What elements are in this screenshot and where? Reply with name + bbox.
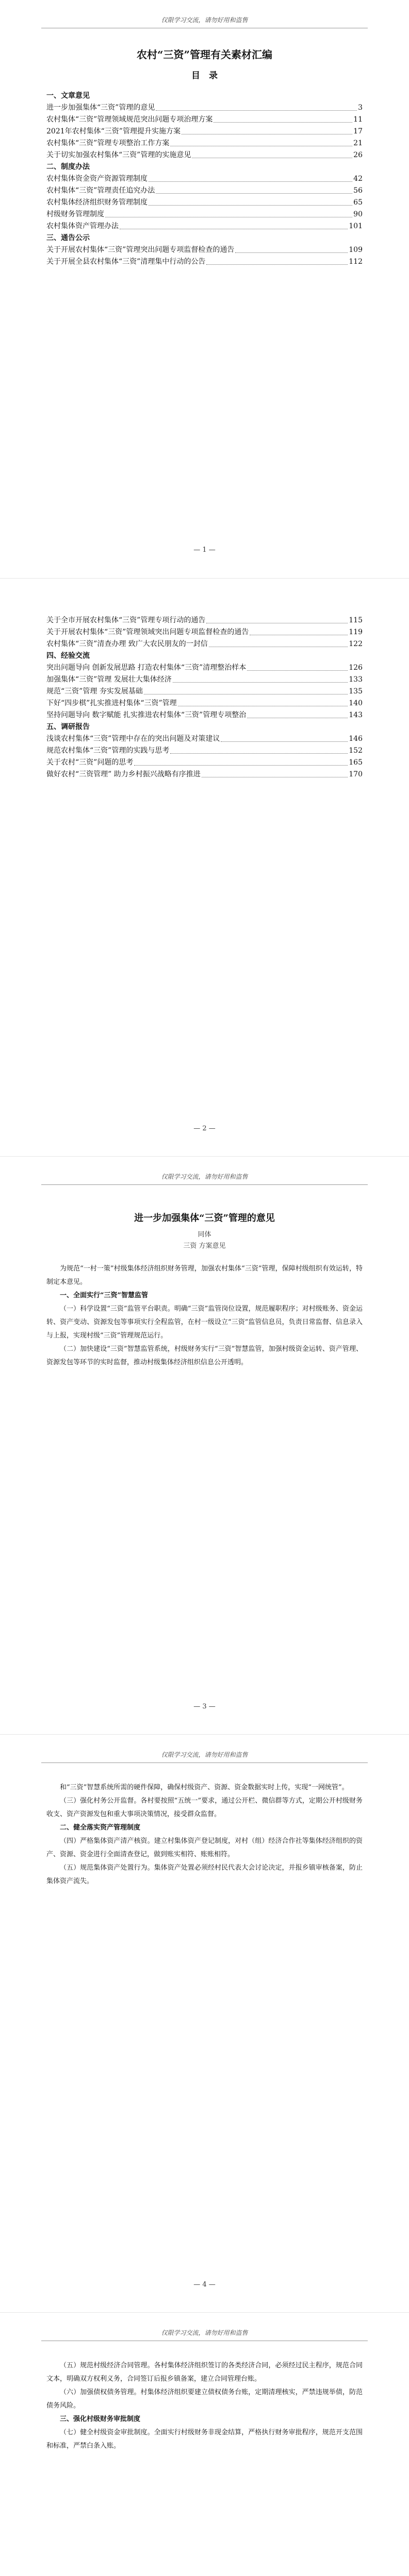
toc-entry-title: 2021年农村集体“三资”管理提升实施方案 xyxy=(46,127,181,135)
toc-entry-title: 关于开展农村集体“三资”管理突出问题专项监督检查的通告 xyxy=(46,246,235,254)
toc-leader-dots xyxy=(235,252,348,253)
toc-entry-page: 170 xyxy=(349,770,363,778)
toc-entry[interactable] xyxy=(46,244,363,256)
toc-entry[interactable] xyxy=(46,745,363,757)
page-number: — 3 — xyxy=(193,1703,216,1710)
body-paragraph: 为规范“一村一策”村级集体经济组织财务管理，加强农村集体“三资”管理，保障村级组织有效运转，特制定本意见。 xyxy=(46,1265,363,1286)
toc-leader-dots xyxy=(149,181,352,182)
toc-section-heading: 二、制度办法 xyxy=(46,163,90,171)
toc-entry-page: 17 xyxy=(353,127,363,135)
toc-entry-page: 126 xyxy=(349,664,363,672)
document-page-1 xyxy=(0,0,409,578)
toc-leader-dots xyxy=(214,122,352,123)
toc-entry-page: 122 xyxy=(349,640,363,648)
body-paragraph: （七）健全村级资金审批制度。全面实行村级财务非现金结算，严格执行财务审批程序，规范开支范围和标准，严禁白条入账。 xyxy=(46,2429,363,2450)
toc-leader-dots xyxy=(134,765,348,766)
toc-entry-title: 浅谈农村集体“三资”管理中存在的突出问题及对策建议 xyxy=(46,735,220,743)
toc-entry-page: 3 xyxy=(358,104,363,112)
toc-entry-page: 146 xyxy=(349,735,363,743)
page-header: 仅限学习交流，请勿好用和盗售 xyxy=(161,1173,248,1180)
toc-entry[interactable] xyxy=(46,686,363,698)
toc-entry-page: 56 xyxy=(353,187,363,195)
toc-entry-title: 关于全市开展农村集体“三资”管理专项行动的通告 xyxy=(46,616,206,624)
toc-leader-dots xyxy=(149,205,352,206)
toc-entry[interactable] xyxy=(46,114,363,126)
toc-entry-title: 突出问题导向 创新发展思路 打造农村集体“三资”清理整治样本 xyxy=(46,664,247,672)
toc-entry[interactable] xyxy=(46,126,363,138)
article-byline: 三资 方案意见 xyxy=(183,1242,226,1250)
toc-entry[interactable] xyxy=(46,709,363,721)
toc-entry[interactable] xyxy=(46,209,363,221)
toc-entry-page: 26 xyxy=(353,151,363,159)
toc-leader-dots xyxy=(156,193,352,194)
toc-entry-page: 112 xyxy=(349,258,363,266)
document-page-5 xyxy=(0,2312,409,2576)
toc-entry-page: 115 xyxy=(349,616,363,624)
toc-entry-title: 加强集体“三资”管理 发展壮大集体经济 xyxy=(46,675,172,684)
header-divider xyxy=(41,1184,368,1185)
toc-entry-page: 143 xyxy=(349,711,363,719)
toc-entry[interactable] xyxy=(46,769,363,781)
body-paragraph: 和“三资”智慧系统所需的硬件保障，确保村级资产、资源、资金数据实时上传，实现“一网统管”。 xyxy=(60,1784,349,1791)
toc-entry-page: 65 xyxy=(353,198,363,207)
page-header: 仅限学习交流，请勿好用和盗售 xyxy=(161,16,248,24)
toc-entry[interactable] xyxy=(46,173,363,185)
toc-entry-title: 农村集体“三资”管理专项整治工作方案 xyxy=(46,139,170,147)
toc-entry[interactable] xyxy=(46,615,363,626)
page-header: 仅限学习交流，请勿好用和盗售 xyxy=(161,1751,248,1758)
toc-entry-page: 165 xyxy=(349,758,363,767)
toc-entry-page: 140 xyxy=(349,699,363,707)
page-number: — 2 — xyxy=(193,1125,216,1132)
toc-leader-dots xyxy=(221,741,348,742)
toc-entry[interactable] xyxy=(46,674,363,686)
toc-entry-page: 11 xyxy=(353,115,363,124)
toc-entry-title: 关于切实加强农村集体“三资”管理的实施意见 xyxy=(46,151,191,159)
toc-entry-title: 关于开展农村集体“三资”管理领域突出问题专项监督检查的通告 xyxy=(46,628,249,636)
toc-entry[interactable] xyxy=(46,698,363,709)
toc-entry-title: 农村集体“三资”清查办理 致广大农民朋友的一封信 xyxy=(46,640,208,648)
section-heading: 三、强化村级财务审批制度 xyxy=(60,2415,141,2423)
table-of-contents-continued xyxy=(46,615,363,781)
body-paragraph: （六）加强债权债务管理。村集体经济组织要建立债权债务台账，定期清理核实，严禁违规举债，防范债务风险。 xyxy=(46,2388,363,2410)
toc-section-heading: 三、通告公示 xyxy=(46,234,90,242)
toc-entry[interactable] xyxy=(46,638,363,650)
toc-entry-title: 坚持问题导向 数字赋能 扎实推进农村集体“三资”管理专项整治 xyxy=(46,711,247,719)
toc-entry[interactable] xyxy=(46,733,363,745)
toc-section-heading: 四、经验交流 xyxy=(46,652,90,660)
toc-entry[interactable] xyxy=(46,757,363,769)
toc-entry-page: 42 xyxy=(353,175,363,183)
toc-entry-title: 农村集体经济组织财务管理制度 xyxy=(46,198,148,207)
toc-entry-title: 下好“四步棋”扎实推进村集体“三资”管理 xyxy=(46,699,177,707)
toc-entry[interactable] xyxy=(46,138,363,149)
header-divider xyxy=(41,1762,368,1763)
page-header: 仅限学习交流，请勿好用和盗售 xyxy=(161,2329,248,2336)
body-paragraph: （五）规范集体资产处置行为。集体资产处置必须经村民代表大会讨论决定，并报乡镇审核备案，防止集体资产流失。 xyxy=(46,1864,363,1885)
toc-entry[interactable] xyxy=(46,626,363,638)
document-title: 农村“三资”管理有关素材汇编 xyxy=(136,48,272,61)
page-number: — 1 — xyxy=(193,546,216,554)
toc-entry-page: 119 xyxy=(349,628,363,636)
toc-entry-page: 135 xyxy=(349,687,363,696)
toc-entry-title: 进一步加强集体“三资”管理的意见 xyxy=(46,104,155,112)
toc-entry[interactable] xyxy=(46,185,363,197)
toc-entry-title: 规范农村集体“三资”管理的实践与思考 xyxy=(46,747,170,755)
toc-section-heading: 一、文章意见 xyxy=(46,92,90,100)
body-paragraph: （三）强化村务公开监督。各村要按照“五统一”要求，通过公开栏、微信群等方式，定期公开村级财务收支、资产资源发包和重大事项决策情况，接受群众监督。 xyxy=(46,1797,363,1818)
toc-heading: 目 录 xyxy=(191,71,218,81)
toc-entry-page: 152 xyxy=(349,747,363,755)
toc-entry-page: 101 xyxy=(349,222,363,230)
page-number: — 4 — xyxy=(193,2281,216,2289)
toc-leader-dots xyxy=(170,753,348,754)
toc-entry-title: 农村集体“三资”管理领域规范突出问题专项治理方案 xyxy=(46,115,213,124)
toc-entry-page: 133 xyxy=(349,675,363,684)
toc-entry-title: 关于开展全县农村集体“三资”清理集中行动的公告 xyxy=(46,258,206,266)
toc-entry-title: 规范“三资”管理 夯实发展基础 xyxy=(46,687,143,696)
article-title: 进一步加强集体“三资”管理的意见 xyxy=(134,1213,275,1224)
document-page-4 xyxy=(0,1734,409,2313)
toc-entry-page: 21 xyxy=(353,139,363,147)
toc-entry-page: 109 xyxy=(349,246,363,254)
article-body xyxy=(46,1262,363,1369)
body-paragraph: （一）科学设置“三资”监管平台职责。明确“三资”监管岗位设置，规范履职程序；对村级账务、资金运转、资产变动、资源发包等事项实行全程监管，在村一级设立“三资”监管信息员，负责日常监督、信息录入与上报，实现村级“三资”管理规范运行。 xyxy=(46,1305,363,1340)
toc-entry[interactable] xyxy=(46,221,363,232)
toc-entry-title: 关于农村“三资”问题的思考 xyxy=(46,758,134,767)
toc-leader-dots xyxy=(247,670,348,671)
body-paragraph: （五）规范村级经济合同管理。各村集体经济组织签订的各类经济合同，必须经过民主程序，规范合同文本，明确双方权利义务，合同签订后报乡镇备案，建立合同管理台账。 xyxy=(46,2362,363,2383)
toc-leader-dots xyxy=(206,264,348,265)
article-body xyxy=(46,2359,363,2453)
toc-entry-page: 90 xyxy=(353,210,363,218)
body-paragraph: （二）加快建设“三资”智慧监管系统，村级财务实行“三资”智慧监管，加强村级资金运转、资产管理、资源发包等环节的实时监督，推动村级集体经济组织信息公开透明。 xyxy=(46,1345,363,1366)
article-body xyxy=(46,1781,363,1888)
toc-entry-title: 做好农村“三资管理” 助力乡村振兴战略有序推进 xyxy=(46,770,201,778)
toc-leader-dots xyxy=(156,110,357,111)
toc-entry[interactable] xyxy=(46,197,363,209)
toc-entry[interactable] xyxy=(46,256,363,268)
toc-entry[interactable] xyxy=(46,102,363,114)
toc-entry[interactable] xyxy=(46,149,363,161)
toc-entry[interactable] xyxy=(46,662,363,674)
toc-leader-dots xyxy=(173,682,348,683)
toc-entry-title: 村级财务管理制度 xyxy=(46,210,104,218)
document-page-3 xyxy=(0,1156,409,1735)
section-heading: 二、健全落实资产管理制度 xyxy=(60,1824,141,1832)
article-author: 同体 xyxy=(198,1231,211,1239)
table-of-contents xyxy=(46,90,363,268)
document-page-2 xyxy=(0,578,409,1157)
toc-entry-title: 农村集体资产管理办法 xyxy=(46,222,119,230)
toc-section-heading: 五、调研报告 xyxy=(46,723,90,731)
toc-entry-title: 农村集体资金资产资源管理制度 xyxy=(46,175,148,183)
toc-entry-title: 农村集体“三资”管理责任追究办法 xyxy=(46,187,155,195)
body-paragraph: （四）严格集体资产清产核资。建立村集体资产登记制度，对村（组）经济合作社等集体经济组织的资产、资源、资金进行全面清查登记，做到账实相符、账账相符。 xyxy=(46,1837,363,1858)
section-heading: 一、全面实行“三资”智慧监管 xyxy=(60,1292,148,1299)
